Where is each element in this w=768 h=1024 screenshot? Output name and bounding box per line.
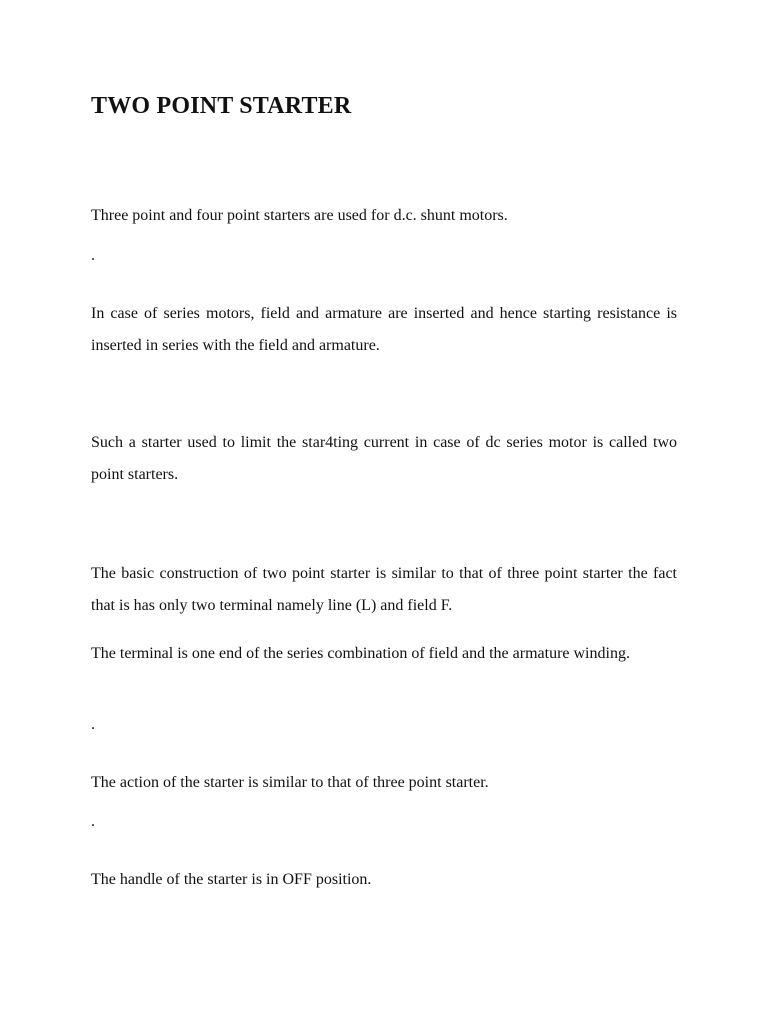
paragraph-series-motors: In case of series motors, field and armature are inserted and hence starting resistance is inserted in series with the field and armature.: [91, 305, 677, 354]
separator-dot: .: [91, 716, 95, 733]
paragraph-terminal: The terminal is one end of the series combination of field and the armature winding.: [91, 645, 630, 662]
separator-dot: .: [91, 813, 95, 830]
document-title: TWO POINT STARTER: [91, 93, 352, 119]
paragraph-action: The action of the starter is similar to that of three point starter.: [91, 774, 489, 791]
paragraph-shunt-starters: Three point and four point starters are used for d.c. shunt motors.: [91, 207, 508, 224]
separator-dot: .: [91, 247, 95, 264]
paragraph-two-point-definition: Such a starter used to limit the star4ting current in case of dc series motor is called two point starters.: [91, 434, 677, 483]
paragraph-basic-construction: The basic construction of two point starter is similar to that of three point starter the fact that is has only two terminal namely line (L) and field F.: [91, 565, 677, 614]
paragraph-handle-position: The handle of the starter is in OFF position.: [91, 871, 372, 888]
